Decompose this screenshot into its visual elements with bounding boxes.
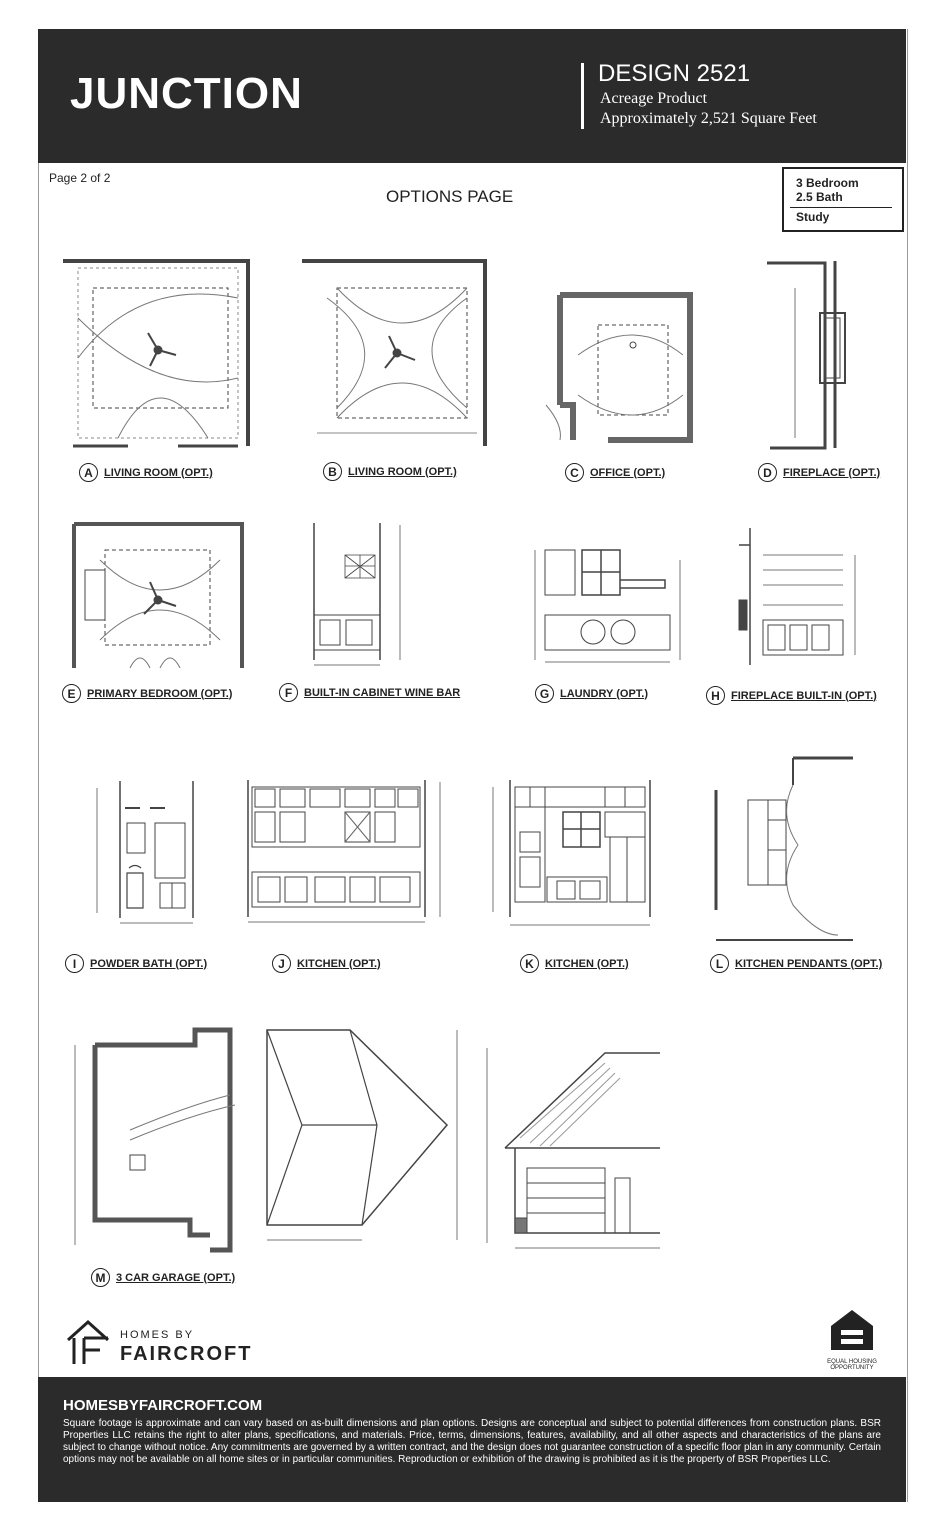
design-number: DESIGN 2521 [598, 60, 751, 87]
option-title: KITCHEN (OPT.) [545, 957, 629, 970]
option-title: LIVING ROOM (OPT.) [348, 465, 457, 478]
spec-box [782, 167, 904, 232]
caption-e [62, 684, 232, 703]
option-title: 3 CAR GARAGE (OPT.) [116, 1271, 236, 1284]
drawing-m-garage-plan [70, 1005, 245, 1255]
drawing-f-wine-bar [310, 520, 418, 672]
option-letter-badge: G [535, 684, 554, 703]
spec-divider [790, 207, 892, 208]
drawing-b-living-room [297, 258, 489, 450]
house-logo-icon [64, 1318, 114, 1366]
plan-name: JUNCTION [70, 69, 303, 118]
bedrooms-label: 3 Bedroom [796, 176, 859, 190]
option-letter-badge: J [272, 954, 291, 973]
caption-h [706, 686, 877, 705]
drawing-j-kitchen [240, 777, 452, 932]
caption-d [758, 463, 880, 482]
option-title: BUILT-IN CABINET WINE BAR [304, 686, 461, 699]
option-letter-badge: H [706, 686, 725, 705]
logo-tagline: HOMES BY [120, 1329, 195, 1341]
footer [38, 1377, 906, 1502]
option-letter-badge: K [520, 954, 539, 973]
drawing-k-kitchen [485, 777, 665, 932]
option-title: FIREPLACE (OPT.) [783, 466, 881, 479]
square-footage: Approximately 2,521 Square Feet [600, 110, 817, 127]
caption-l [710, 954, 882, 973]
drawing-h-fireplace-built-in [735, 525, 865, 675]
logo-wordmark: FAIRCROFT [120, 1343, 253, 1365]
drawing-l-kitchen-pendants [708, 755, 858, 945]
option-title: POWDER BATH (OPT.) [90, 957, 208, 970]
product-type: Acreage Product [600, 90, 708, 107]
drawing-m-garage-roof [262, 1025, 462, 1255]
caption-g [535, 684, 648, 703]
option-letter-badge: F [279, 683, 298, 702]
drawing-a-living-room [58, 258, 253, 450]
option-letter-badge: E [62, 684, 81, 703]
drawing-d-fireplace [765, 258, 853, 453]
header-divider [581, 63, 584, 129]
option-title: KITCHEN PENDANTS (OPT.) [735, 957, 883, 970]
study-label: Study [796, 210, 830, 224]
option-letter-badge: M [91, 1268, 110, 1287]
option-title: KITCHEN (OPT.) [297, 957, 381, 970]
page-number: Page 2 of 2 [49, 171, 111, 185]
option-letter-badge: D [758, 463, 777, 482]
option-letter-badge: A [79, 463, 98, 482]
drawing-i-powder-bath [85, 778, 215, 933]
option-letter-badge: I [65, 954, 84, 973]
drawing-c-office [538, 275, 713, 447]
website-link[interactable]: HOMESBYFAIRCROFT.COM [63, 1397, 263, 1414]
caption-a [79, 463, 213, 482]
caption-b [323, 462, 457, 481]
disclaimer-text: Square footage is approximate and can vary based on as-built dimensions and plan options. Designs are conceptual and subject to potential differences from construction plans. BSR Properties LLC retains the right to alter plans, specifications, and materials. Price, terms, dimensions, features, availability, and all other aspects and characteristics of the plans are subject to change without notice. Any commitments are governed by a written contract, and the design does not guarantee construction of a specific floor plan in any community. Certain options may not be available on all home sites or in particular communities. Reproduction or exhibition of the drawing is prohibited as it is the property of BSR Properties LLC. [63, 1418, 881, 1465]
baths-label: 2.5 Bath [796, 190, 843, 204]
drawing-m-garage-elevation [475, 1028, 670, 1258]
caption-f [279, 683, 460, 702]
drawing-e-primary-bedroom [70, 520, 250, 670]
option-title: OFFICE (OPT.) [590, 466, 666, 479]
option-title: LAUNDRY (OPT.) [560, 687, 648, 700]
drawing-g-laundry [515, 520, 690, 670]
header-banner [38, 29, 906, 163]
equal-housing-text: EQUAL HOUSING OPPORTUNITY [827, 1359, 877, 1371]
equal-housing-logo [824, 1308, 880, 1371]
caption-m [91, 1268, 235, 1287]
option-letter-badge: B [323, 462, 342, 481]
option-title: LIVING ROOM (OPT.) [104, 466, 213, 479]
equal-housing-icon [829, 1308, 875, 1352]
faircroft-logo [64, 1318, 253, 1371]
option-title: FIREPLACE BUILT-IN (OPT.) [731, 689, 877, 702]
caption-i [65, 954, 207, 973]
option-letter-badge: L [710, 954, 729, 973]
caption-j [272, 954, 381, 973]
option-letter-badge: C [565, 463, 584, 482]
caption-k [520, 954, 629, 973]
caption-c [565, 463, 665, 482]
page-title: OPTIONS PAGE [386, 187, 514, 206]
option-title: PRIMARY BEDROOM (OPT.) [87, 687, 233, 700]
